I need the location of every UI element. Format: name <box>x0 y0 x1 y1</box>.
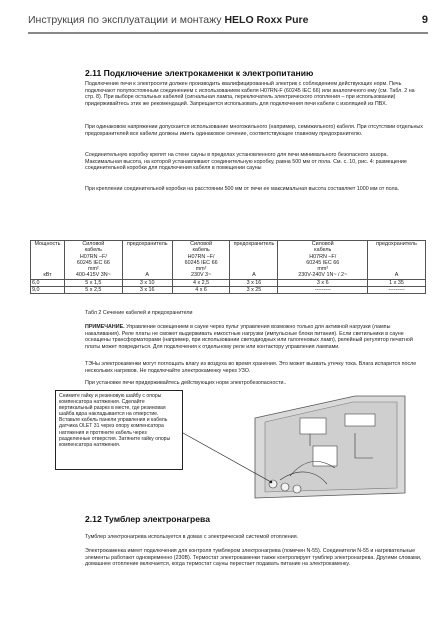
header-fuse-1phase: предохранитель <box>368 241 426 273</box>
paragraph-connection: Подключение печи к электросети должен производить квалифицированный электрик с соблюдением действующих норм. Печь подключают полупостоянным соединением с использованием кабеля H07RN-F (60245 IEC 66) или аналогичного ему (см. Табл. 2 на стр. 8). При выборе остальных кабелей (сигнальная лампа, переключатель электрического отопления – при использовании) придерживайтесь этих же рекомендаций. Запрещается использовать для подключения печи кабели с изоляцией из ПВХ. <box>85 81 415 107</box>
header-cable-400v <box>64 241 122 273</box>
header-cable-line: H07RN –F/ <box>309 253 337 260</box>
header-cable-line: H07RN –F/ <box>187 253 215 260</box>
unit-power: кВт <box>31 272 65 279</box>
paragraph-heating-elements: ТЭНы электрокаменки могут поглощать влагу из воздуха во время хранения. Это может вызвать утечку тока. Влага испарится после нескольких нагревов. Не подключайте электрокаменку через УЗО. <box>85 361 417 374</box>
unit-fuse-1phase: A <box>368 272 426 279</box>
table-cell: 3 x 16 <box>122 287 172 294</box>
header-brand: HELO Roxx Pure <box>224 14 309 26</box>
table-cell: 4 x 6 <box>172 287 230 294</box>
table-cell: 3 x 10 <box>122 279 172 286</box>
table-cell: 3 x 6 <box>278 279 368 286</box>
note-label: ПРИМЕЧАНИЕ. <box>85 324 125 330</box>
table-row <box>31 279 426 286</box>
table-cell: 3 x 16 <box>230 279 278 286</box>
table-cell: 1 x 35 <box>368 279 426 286</box>
header-cable-line: кабель <box>314 247 332 254</box>
header-cable-line: H07RN –F/ <box>79 253 107 260</box>
table-unit-row <box>31 272 426 279</box>
section-2-12-title: 2.12 Тумблер электронагрева <box>85 514 210 524</box>
header-cable-line: Силовой <box>190 241 213 247</box>
header-fuse-230v: предохранитель <box>230 241 278 273</box>
table-header-row <box>31 241 426 273</box>
header-cable-line: Силовой <box>82 241 105 247</box>
header-cable-line: 60245 IEC 66 <box>184 259 218 266</box>
strain-relief-instructions: Снимите гайку и резиновую шайбу с опоры компенсатора натяжения. Сделайте вертикальный разрез в месте, где резиновая шайба вдоа накладывается на отверстие. Вставьте кабель панели управления и кабель датчика OLET 31 через опору компенсатора натяжения и протяните кабель через разделенные отверстия. Затяните гайку опоры компенсатора натяжения. <box>55 390 183 470</box>
paragraph-junction-box: Соединительную коробку крепят на стене сауны в пределах установленного для печи минимального безопасного зазора. Максимальная высота, на которой устанавливают соединительную коробку, равна 500 мм от пола. См. с. 10, рис. 4: размещение соединительной коробки для подключения кабеля в помещении сауны <box>85 152 407 172</box>
paragraph-note <box>85 324 425 350</box>
unit-cable-400v: 400-415V 3N~ <box>64 272 122 279</box>
table-caption: Табл 2 Сечение кабелей и предохранители <box>85 310 193 316</box>
unit-cable-230v: 230V 3~ <box>172 272 230 279</box>
unit-cable-1phase: 230V-240V 1N~ / 2~ <box>278 272 368 279</box>
header-divider <box>28 32 428 34</box>
header-power: Мощность <box>31 241 65 273</box>
header-cable-line: mm² <box>195 266 207 273</box>
header-cable-line: Силовой <box>311 241 334 247</box>
header-title-text: Инструкция по эксплуатации и монтажу <box>28 14 222 26</box>
strain-relief-figure <box>55 388 421 502</box>
terminal-block <box>345 414 375 426</box>
header-cable-line: 60245 IEC 66 <box>76 259 110 266</box>
header-cable-230v <box>172 241 230 273</box>
paragraph-multicore-cable: При одинаковом напряжении допускается использование многожильного (например, семижильного) кабеля. При отсутствии отдельных предохранителей все кабели должны иметь одинаковое сечение, соответствующее главному предохранителю. <box>85 124 423 137</box>
paragraph-junction-box-height: При креплении соединительной коробки на расстоянии 500 мм от печи ее максимальная высота составляет 1000 мм от пола. <box>85 186 400 192</box>
terminal-block <box>300 418 326 434</box>
header-cable-line: mm² <box>87 266 99 273</box>
page-number: 9 <box>421 14 428 26</box>
paragraph-electrical-safety: При установке печи придерживайтесь действующих норм электробезопасности.. <box>85 380 287 386</box>
cable-fuse-table <box>30 240 426 294</box>
header-cable-line: кабель <box>84 247 102 254</box>
table-cell: 9,0 <box>31 287 65 294</box>
table-row <box>31 287 426 294</box>
header-cable-1phase <box>278 241 368 273</box>
paragraph-heating-switch-details: Электрокаменка имеет подключения для контроля тумблером электронагрева (помечен N-55). Соединители N-55 и нагревательные элементы работают одновременно (230В). Термостат электрокаменки также контролирует тумблер электронагрева. Другими словами, домашнее отопление включается, когда термостат сауны перестает подавать питание на электрокаменку. <box>85 548 422 568</box>
table-cell: 5 x 2,5 <box>64 287 122 294</box>
table-cell: 5 x 1,5 <box>64 279 122 286</box>
unit-fuse-230v: A <box>230 272 278 279</box>
section-2-11-title: 2.11 Подключение электрокаменки к электропитанию <box>85 68 314 78</box>
header-fuse-400v: предохранитель <box>122 241 172 273</box>
table-cell: 6,0 <box>31 279 65 286</box>
paragraph-heating-switch-usage: Тумблер электронагрева используется в домах с электрической системой отопления. <box>85 534 299 540</box>
callout-pointer <box>270 481 273 484</box>
header-cable-line: mm² <box>317 266 329 273</box>
page-header <box>28 14 428 32</box>
table-cell: --------- <box>368 287 426 294</box>
header-title <box>28 14 308 26</box>
header-cable-line: кабель <box>192 247 210 254</box>
table-cell: 4 x 2,5 <box>172 279 230 286</box>
table-cell: --------- <box>278 287 368 294</box>
unit-fuse-400v: A <box>122 272 172 279</box>
table-cell: 3 x 25 <box>230 287 278 294</box>
note-text: Управление освещением в сауне через пульт управления возможно только для активной нагрузки (лампы накаливания). Реле платы не сможет выдерживать емкостные нагрузки (импульсные блоки питания). Если светильники в сауне оснащены трансформаторами (например, при использовании светодиодных или галогеновых ламп), релейный регулятор печатной платы может повредиться. Для подключения к отдельному реле или контактору управления лампами. <box>85 324 413 350</box>
header-cable-line: 60245 IEC 66 <box>306 259 340 266</box>
